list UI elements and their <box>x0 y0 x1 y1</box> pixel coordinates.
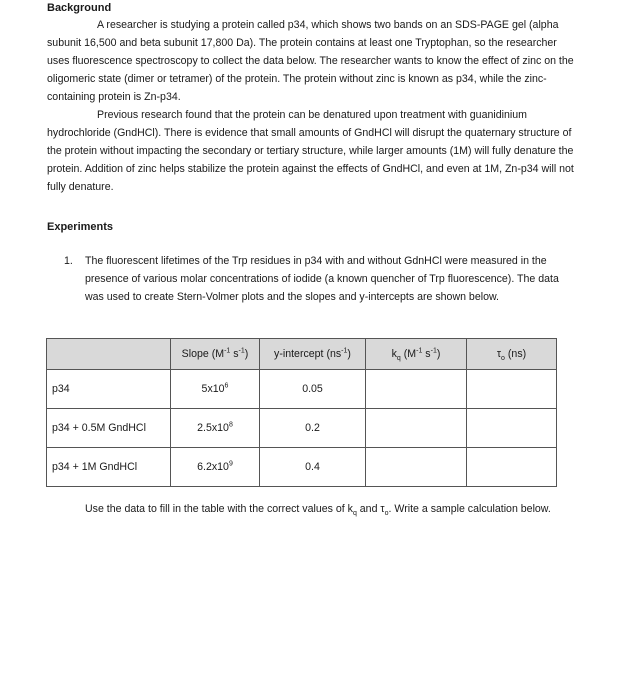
followup-instruction: Use the data to fill in the table with the correct values of $k_q$ and $\tau_o$. Write a sample calculation below. <box>85 503 551 518</box>
header-tau: $\tau_o$ (ns) <box>467 339 557 370</box>
slope-cell: $6.2x10^9$ <box>171 448 260 487</box>
row-label: p34 + 1M GndHCl <box>47 448 171 487</box>
header-intercept: y-intercept $(ns^{-1})$ <box>260 339 366 370</box>
row-label: p34 <box>47 370 171 409</box>
kq-cell[interactable] <box>366 409 467 448</box>
experiment-item-1 <box>64 252 574 306</box>
header-kq: $k_q$ ($M^{-1}$ $s^{-1}$) <box>366 339 467 370</box>
table-header-row <box>47 339 557 370</box>
tau-cell[interactable] <box>467 370 557 409</box>
table-row <box>47 409 557 448</box>
experiments-section <box>47 219 577 235</box>
kq-cell[interactable] <box>366 448 467 487</box>
intercept-cell: 0.4 <box>260 448 366 487</box>
intercept-cell: 0.05 <box>260 370 366 409</box>
background-paragraph-1: A researcher is studying a protein called p34, which shows two bands on an SDS-PAGE gel (alpha subunit 16,500 and beta subunit 17,800 Da). The protein contains at least one Tryptophan, so the researcher uses fluorescence spectroscopy to collect the data below. The researcher wants to know the effect of zinc on the oligomeric state (dimer or tetramer) of the protein. The protein without zinc is known as p34, while the zinc-containing protein is Zn-p34. <box>47 19 574 103</box>
experiments-heading: Experiments <box>47 221 114 233</box>
background-section <box>47 0 577 196</box>
data-table <box>46 338 557 487</box>
table-row <box>47 448 557 487</box>
header-corner-cell <box>47 339 171 370</box>
intercept-cell: 0.2 <box>260 409 366 448</box>
background-heading: Background <box>47 2 112 14</box>
table-row <box>47 370 557 409</box>
background-paragraph-2: Previous research found that the protein can be denatured upon treatment with guanidinium hydrochloride (GndHCl). There is evidence that small amounts of GndHCl will disrupt the quaternary structure of the protein without impacting the secondary or tertiary structure, while larger amounts (1M) will fully denature the protein. Addition of zinc helps stabilize the protein against the effects of GndHCl, and even at 1M, Zn-p34 will not fully denature. <box>47 109 574 193</box>
slope-cell: $2.5x10^8$ <box>171 409 260 448</box>
slope-cell: $5x10^6$ <box>171 370 260 409</box>
item-number: 1. <box>64 255 73 267</box>
tau-cell[interactable] <box>467 409 557 448</box>
row-label: p34 + 0.5M GndHCl <box>47 409 171 448</box>
kq-cell[interactable] <box>366 370 467 409</box>
tau-cell[interactable] <box>467 448 557 487</box>
header-slope: Slope ($M^{-1}$ $s^{-1}$) <box>171 339 260 370</box>
item-text: The fluorescent lifetimes of the Trp residues in p34 with and without GdnHCl were measured in the presence of various molar concentrations of iodide (a known quencher of Trp fluorescence). The data was used to create Stern-Volmer plots and the slopes and y-intercepts are shown below. <box>85 255 559 303</box>
